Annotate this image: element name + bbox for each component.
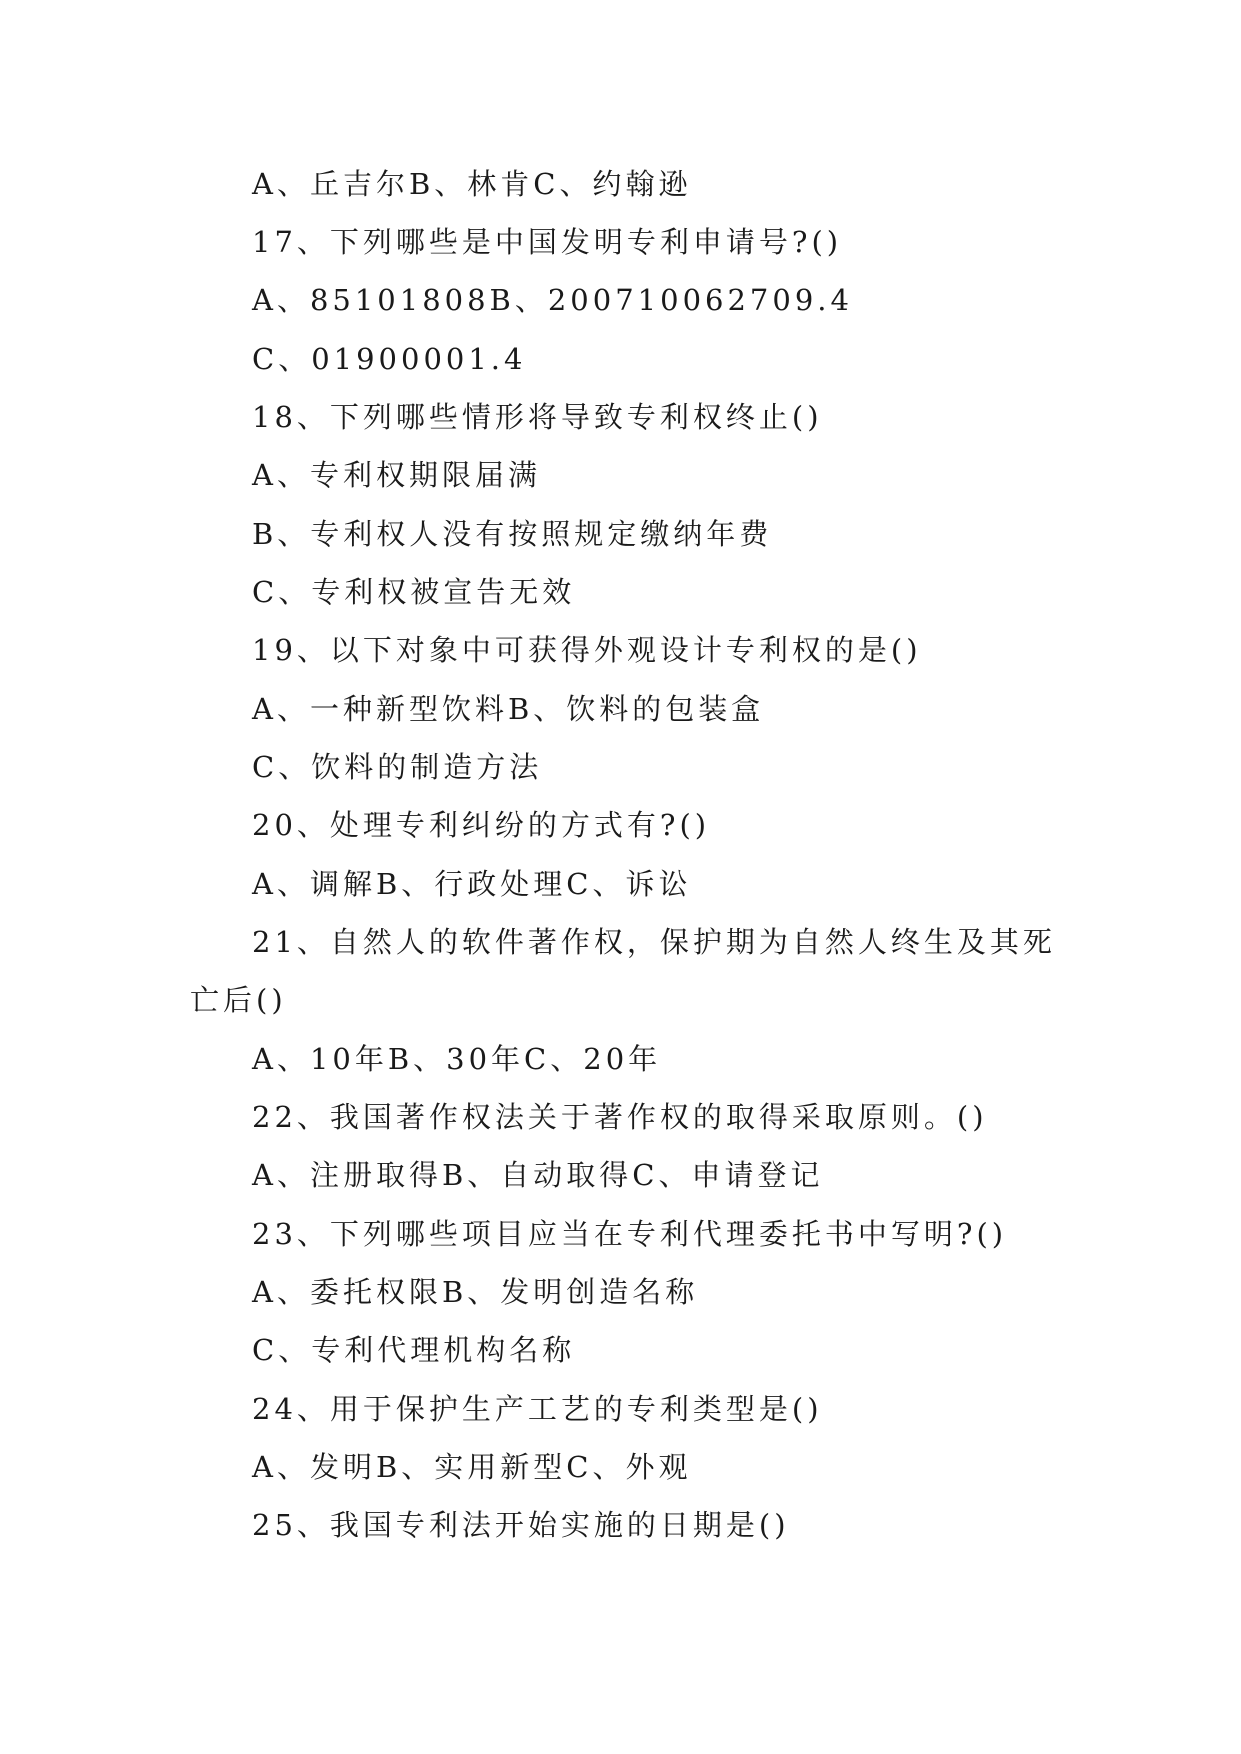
question-22: 22、我国著作权法关于著作权的取得采取原则。() (252, 1100, 988, 1134)
option-line-q18-b: B、专利权人没有按照规定缴纳年费 (252, 517, 773, 551)
option-line-q23-ab: A、委托权限B、发明创造名称 (252, 1275, 699, 1309)
option-line-q19-c: C、饮料的制造方法 (252, 750, 543, 784)
question-25: 25、我国专利法开始实施的日期是() (252, 1508, 790, 1542)
option-line-q19-ab: A、一种新型饮料B、饮料的包装盒 (252, 692, 765, 726)
question-21: 21、自然人的软件著作权，保护期为自然人终生及其死 (252, 925, 1056, 959)
option-line-q22: A、注册取得B、自动取得C、申请登记 (252, 1158, 824, 1192)
question-20: 20、处理专利纠纷的方式有?() (252, 808, 711, 842)
option-line-q17-c: C、01900001.4 (252, 342, 527, 376)
question-21-continuation: 亡后() (190, 983, 287, 1017)
option-line-q24: A、发明B、实用新型C、外观 (252, 1450, 692, 1484)
option-line-q18-a: A、专利权期限届满 (252, 458, 541, 492)
option-line-q18-c: C、专利权被宣告无效 (252, 575, 576, 609)
question-19: 19、以下对象中可获得外观设计专利权的是() (252, 633, 922, 667)
option-line-q23-c: C、专利代理机构名称 (252, 1333, 576, 1367)
question-24: 24、用于保护生产工艺的专利类型是() (252, 1392, 823, 1426)
option-line-q17-ab: A、85101808B、200710062709.4 (252, 283, 853, 317)
option-line-q21: A、10年B、30年C、20年 (252, 1042, 662, 1076)
question-17: 17、下列哪些是中国发明专利申请号?() (252, 225, 843, 259)
option-line-q16: A、丘吉尔B、林肯C、约翰逊 (252, 167, 692, 201)
question-18: 18、下列哪些情形将导致专利权终止() (252, 400, 823, 434)
question-23: 23、下列哪些项目应当在专利代理委托书中写明?() (252, 1217, 1008, 1251)
option-line-q20: A、调解B、行政处理C、诉讼 (252, 867, 692, 901)
